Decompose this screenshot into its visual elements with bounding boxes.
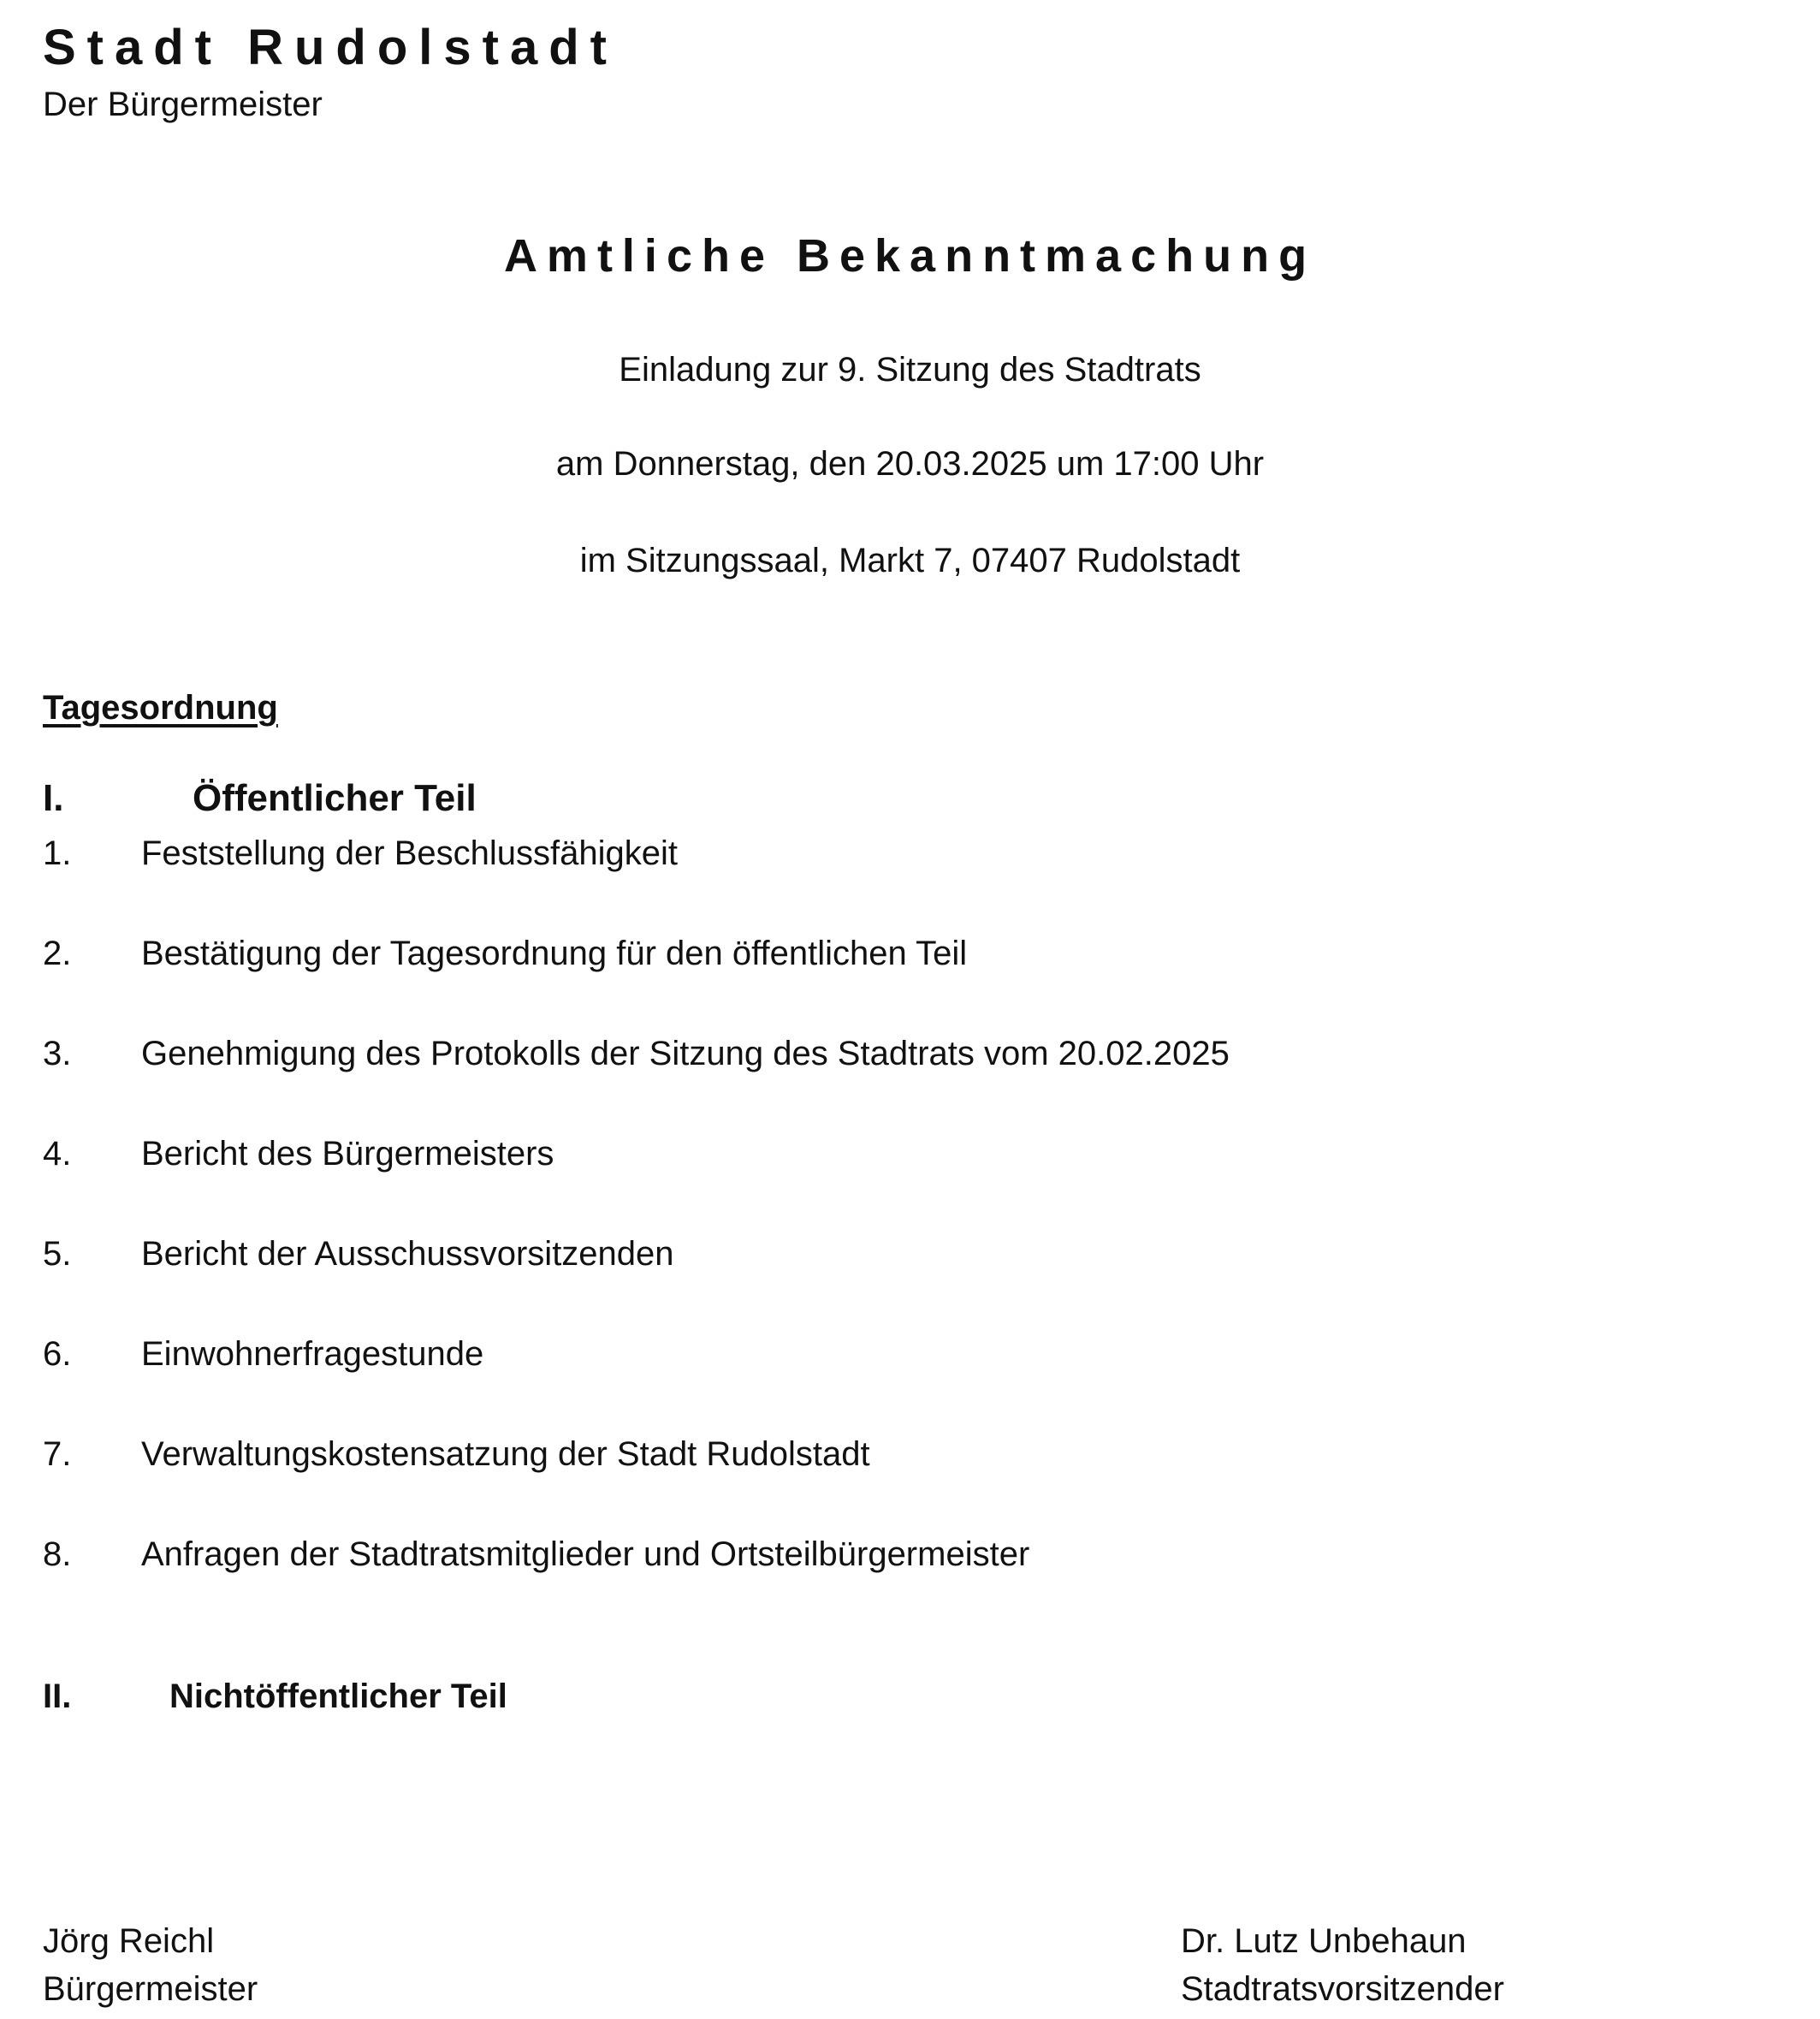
item-number: 6. (43, 1335, 72, 1373)
item-text: Bericht des Bürgermeisters (141, 1135, 554, 1173)
signatory-role: Bürgermeister (43, 1970, 258, 2008)
item-text: Einwohnerfragestunde (141, 1335, 484, 1373)
agenda-heading: Tagesordnung (43, 689, 278, 727)
signature-block-right (1181, 1917, 1504, 2013)
item-number: 4. (43, 1135, 72, 1173)
date-line: am Donnerstag, den 20.03.2025 um 17:00 Uhr (555, 445, 1265, 483)
item-number: 7. (43, 1435, 72, 1473)
signatory-name: Dr. Lutz Unbehaun (1181, 1922, 1467, 1960)
signatory-name: Jörg Reichl (43, 1922, 215, 1960)
signature-block-left (43, 1917, 258, 2013)
city-title: Stadt Rudolstadt (43, 20, 618, 75)
section-label: Nichtöffentlicher Teil (169, 1678, 507, 1715)
section-number: II. (43, 1678, 72, 1715)
item-number: 1. (43, 834, 72, 872)
item-text: Bericht der Ausschussvorsitzenden (141, 1235, 674, 1273)
item-text: Verwaltungskostensatzung der Stadt Rudolstadt (141, 1435, 870, 1473)
item-number: 5. (43, 1235, 72, 1273)
office-subtitle: Der Bürgermeister (43, 86, 323, 123)
item-text: Bestätigung der Tagesordnung für den öffentlichen Teil (141, 935, 968, 972)
section-number: I. (43, 777, 64, 819)
item-text: Genehmigung des Protokolls der Sitzung des Stadtrats vom 20.02.2025 (141, 1035, 1230, 1072)
item-number: 8. (43, 1535, 72, 1573)
item-text: Anfragen der Stadtratsmitglieder und Ortsteilbürgermeister (141, 1535, 1030, 1573)
section-label: Öffentlicher Teil (193, 777, 477, 819)
item-number: 3. (43, 1035, 72, 1072)
location-line: im Sitzungssaal, Markt 7, 07407 Rudolstadt (579, 542, 1241, 579)
invitation-line: Einladung zur 9. Sitzung des Stadtrats (619, 351, 1201, 389)
notice-title: Amtliche Bekanntmachung (503, 230, 1317, 282)
item-number: 2. (43, 935, 72, 972)
item-text: Feststellung der Beschlussfähigkeit (141, 834, 678, 872)
signatory-role: Stadtratsvorsitzender (1181, 1970, 1504, 2008)
